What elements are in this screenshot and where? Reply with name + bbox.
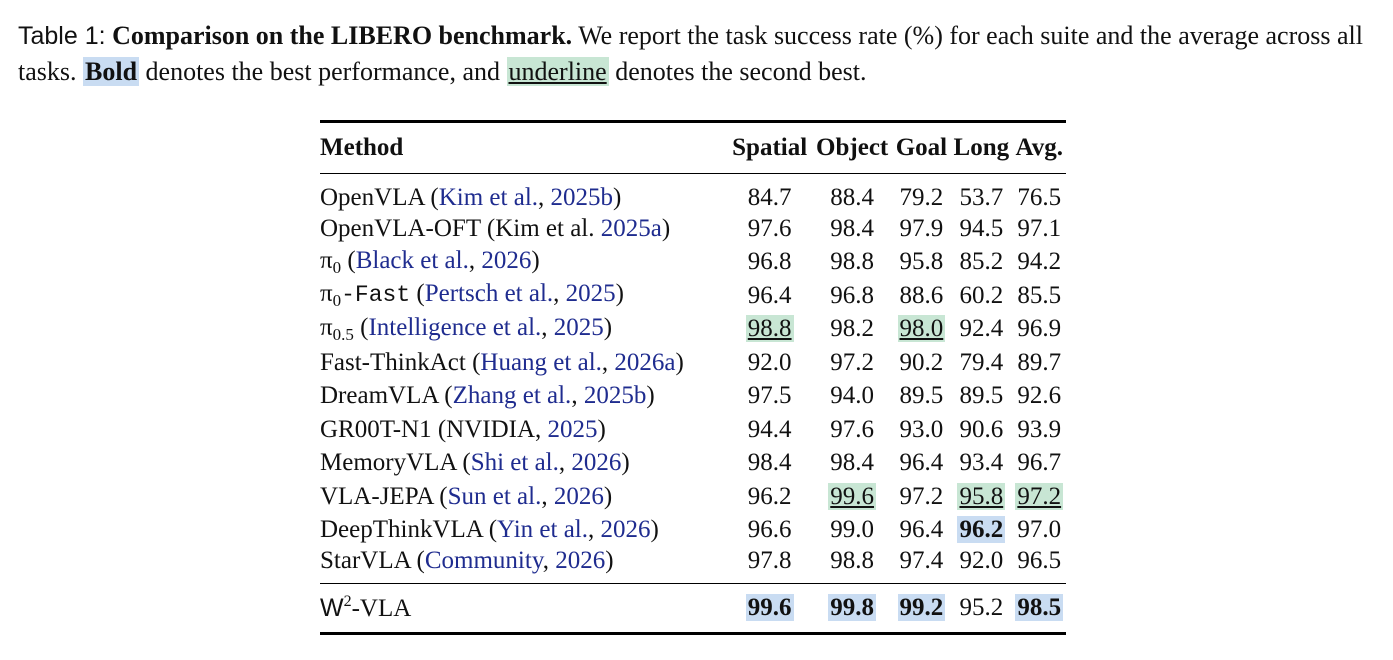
spatial-value: 96.6 xyxy=(747,516,792,544)
avg-value: 97.1 xyxy=(1017,214,1062,242)
ours-spatial-cell xyxy=(728,584,812,634)
avg-value: 93.9 xyxy=(1017,415,1062,443)
caption-text-c: denotes the second best. xyxy=(608,57,867,86)
object-value: 99.0 xyxy=(830,516,875,544)
table-row xyxy=(320,346,1066,380)
spatial-cell xyxy=(728,279,812,313)
spatial-value: 97.5 xyxy=(747,382,792,410)
method-subscript: 0.5 xyxy=(332,324,354,344)
ours-name-sup: 2 xyxy=(343,593,352,610)
method-name xyxy=(320,380,728,414)
citation-open: ( xyxy=(341,246,356,274)
spatial-value: 97.6 xyxy=(747,214,792,242)
long-value: 95.8 xyxy=(959,482,1004,510)
ours-avg-cell xyxy=(1012,584,1066,634)
ours-goal-value: 99.2 xyxy=(899,594,944,621)
method-name xyxy=(320,514,728,548)
long-value: 92.0 xyxy=(959,547,1004,574)
citation-author: Pertsch et al. xyxy=(424,280,554,308)
citation-close: ) xyxy=(621,449,630,477)
citation-year: 2026 xyxy=(571,449,622,477)
spatial-cell xyxy=(728,514,812,548)
long-value: 79.4 xyxy=(959,348,1004,376)
citation-close: ) xyxy=(603,482,613,510)
method-name xyxy=(320,212,728,246)
citation-close: ) xyxy=(597,415,606,443)
ours-object-cell xyxy=(812,584,893,634)
citation-open: ( xyxy=(456,449,471,477)
object-value: 97.2 xyxy=(830,348,875,376)
citation-year: 2026 xyxy=(553,482,604,510)
citation-open: ( xyxy=(424,184,439,211)
avg-cell xyxy=(1012,447,1066,481)
method-label: VLA-JEPA xyxy=(320,482,433,510)
goal-cell xyxy=(893,174,951,213)
citation-close: ) xyxy=(605,547,614,574)
avg-cell xyxy=(1012,547,1066,584)
citation-open: (Kim et al. xyxy=(480,214,601,242)
citation-close: ) xyxy=(675,348,684,376)
citation-sep: , xyxy=(468,246,482,274)
citation-sep: , xyxy=(538,184,551,211)
method-label: StarVLA xyxy=(320,547,411,574)
goal-cell xyxy=(893,547,951,584)
citation-close: ) xyxy=(650,516,659,544)
spatial-value: 96.4 xyxy=(747,281,792,309)
object-cell xyxy=(812,174,893,213)
citation-close: ) xyxy=(661,214,671,242)
object-value: 88.4 xyxy=(830,184,875,211)
avg-cell xyxy=(1012,346,1066,380)
ours-rows xyxy=(320,584,1066,634)
long-value: 53.7 xyxy=(959,184,1004,211)
goal-cell xyxy=(893,413,951,447)
object-cell xyxy=(812,279,893,313)
long-value: 60.2 xyxy=(959,281,1004,309)
citation-sep: , xyxy=(542,547,556,574)
citation-close: ) xyxy=(646,382,655,410)
long-cell xyxy=(950,514,1012,548)
caption-underline-sample: underline xyxy=(508,57,607,86)
spatial-cell xyxy=(728,480,812,514)
method-label: OpenVLA xyxy=(320,184,425,211)
method-label: π xyxy=(320,246,333,274)
goal-value: 97.2 xyxy=(899,482,944,510)
citation-year: 2026 xyxy=(555,547,606,574)
spatial-cell xyxy=(728,447,812,481)
long-cell xyxy=(950,447,1012,481)
ours-goal-cell xyxy=(893,584,951,634)
citation-sep: , xyxy=(541,313,554,341)
long-cell xyxy=(950,279,1012,313)
citation-author: Yin et al. xyxy=(497,516,589,544)
goal-cell xyxy=(893,447,951,481)
avg-value: 96.9 xyxy=(1017,315,1062,343)
table-row xyxy=(320,246,1066,280)
citation-year: 2026a xyxy=(614,348,676,376)
object-cell xyxy=(812,246,893,280)
goal-cell xyxy=(893,346,951,380)
goal-cell xyxy=(893,279,951,313)
method-label: GR00T-N1 xyxy=(320,415,432,443)
citation-close: ) xyxy=(531,246,540,274)
goal-value: 79.2 xyxy=(899,184,944,211)
avg-value: 85.5 xyxy=(1017,281,1062,309)
header-method: Method xyxy=(320,134,404,161)
citation-author: Zhang et al. xyxy=(452,382,572,410)
method-name xyxy=(320,346,728,380)
object-value: 97.6 xyxy=(830,415,875,443)
method-label: DreamVLA xyxy=(320,382,439,410)
goal-value: 96.4 xyxy=(899,449,944,477)
citation-open: ( xyxy=(465,348,481,376)
ours-long-cell xyxy=(950,584,1012,634)
citation-year: 2025b xyxy=(550,184,614,211)
goal-cell xyxy=(893,480,951,514)
long-value: 94.5 xyxy=(959,214,1004,242)
citation-year: 2025a xyxy=(600,214,662,242)
long-cell xyxy=(950,380,1012,414)
long-cell xyxy=(950,246,1012,280)
method-suffix: -Fast xyxy=(341,282,411,309)
ours-long-value: 95.2 xyxy=(959,594,1004,621)
method-name xyxy=(320,174,728,213)
avg-value: 76.5 xyxy=(1017,184,1062,211)
avg-cell xyxy=(1012,313,1066,347)
spatial-value: 92.0 xyxy=(747,348,792,376)
citation-open: ( xyxy=(433,482,448,510)
object-cell xyxy=(812,380,893,414)
table-row xyxy=(320,313,1066,347)
goal-value: 90.2 xyxy=(899,348,944,376)
spatial-cell xyxy=(728,413,812,447)
avg-cell xyxy=(1012,380,1066,414)
long-cell xyxy=(950,346,1012,380)
citation-year: 2025 xyxy=(547,415,598,443)
spatial-value: 94.4 xyxy=(747,415,792,443)
long-value: 96.2 xyxy=(959,516,1004,544)
table-row xyxy=(320,279,1066,313)
avg-cell xyxy=(1012,413,1066,447)
method-subscript: 0 xyxy=(332,291,342,311)
avg-value: 94.2 xyxy=(1017,248,1062,276)
avg-cell xyxy=(1012,279,1066,313)
object-cell xyxy=(812,514,893,548)
object-value: 98.2 xyxy=(830,315,875,343)
table-row xyxy=(320,480,1066,514)
citation-author: Kim et al. xyxy=(438,184,539,211)
citation-open: ( xyxy=(482,516,498,544)
goal-value: 98.0 xyxy=(899,315,944,343)
method-name xyxy=(320,447,728,481)
citation-open: (NVIDIA, xyxy=(431,415,548,443)
header-avg: Avg. xyxy=(1015,134,1063,161)
long-cell xyxy=(950,174,1012,213)
citation-author: Community xyxy=(424,547,543,574)
spatial-value: 96.8 xyxy=(747,248,792,276)
caption-bold-sample: Bold xyxy=(85,57,138,86)
avg-cell xyxy=(1012,480,1066,514)
citation-open: ( xyxy=(353,313,369,341)
method-name xyxy=(320,246,728,280)
citation-sep: , xyxy=(588,516,601,544)
table-row xyxy=(320,380,1066,414)
spatial-value: 98.4 xyxy=(747,449,792,477)
avg-cell xyxy=(1012,514,1066,548)
table-row xyxy=(320,447,1066,481)
method-name xyxy=(320,480,728,514)
citation-year: 2025b xyxy=(583,382,647,410)
citation-close: ) xyxy=(603,313,613,341)
object-value: 96.8 xyxy=(830,281,875,309)
ours-name-base: W xyxy=(320,594,344,622)
citation-year: 2025 xyxy=(565,280,616,308)
citation-sep: , xyxy=(541,482,554,510)
long-cell xyxy=(950,547,1012,584)
citation-author: Sun et al. xyxy=(447,482,542,510)
method-name-ours xyxy=(320,584,728,634)
avg-value: 97.0 xyxy=(1017,516,1062,544)
citation-open: ( xyxy=(410,547,425,574)
goal-value: 93.0 xyxy=(899,415,944,443)
table-row xyxy=(320,514,1066,548)
goal-value: 97.4 xyxy=(899,547,944,574)
table-row xyxy=(320,547,1066,584)
spatial-value: 84.7 xyxy=(747,184,792,211)
method-subscript: 0 xyxy=(332,257,342,277)
goal-value: 88.6 xyxy=(899,281,944,309)
header-row xyxy=(320,122,1066,174)
citation-year: 2026 xyxy=(481,246,532,274)
table-row xyxy=(320,212,1066,246)
object-value: 98.8 xyxy=(830,248,875,276)
citation-open: ( xyxy=(410,280,425,308)
table-row xyxy=(320,174,1066,213)
object-cell xyxy=(812,346,893,380)
ours-avg-value: 98.5 xyxy=(1017,594,1062,621)
citation-close: ) xyxy=(615,280,624,308)
method-label: DeepThinkVLA xyxy=(320,516,483,544)
spatial-cell xyxy=(728,246,812,280)
object-cell xyxy=(812,212,893,246)
baseline-rows xyxy=(320,174,1066,584)
citation-year: 2025 xyxy=(553,313,604,341)
ours-name-rest: -VLA xyxy=(351,595,412,622)
long-cell xyxy=(950,313,1012,347)
avg-cell xyxy=(1012,212,1066,246)
spatial-cell xyxy=(728,313,812,347)
long-value: 92.4 xyxy=(959,315,1004,343)
comparison-table-wrap xyxy=(320,120,1066,635)
long-value: 89.5 xyxy=(959,382,1004,410)
long-value: 85.2 xyxy=(959,248,1004,276)
goal-cell xyxy=(893,313,951,347)
ours-spatial-value: 99.6 xyxy=(747,594,792,621)
object-value: 98.8 xyxy=(830,547,875,574)
spatial-cell xyxy=(728,212,812,246)
goal-cell xyxy=(893,380,951,414)
spatial-cell xyxy=(728,380,812,414)
citation-author: Intelligence et al. xyxy=(368,313,542,341)
caption-text-a: We report the task success rate (%) for each suite and the average across all tasks. xyxy=(18,21,1363,86)
object-cell xyxy=(812,313,893,347)
spatial-cell xyxy=(728,346,812,380)
citation-year: 2026 xyxy=(600,516,651,544)
citation-sep: , xyxy=(571,382,584,410)
citation-author: Shi et al. xyxy=(470,449,559,477)
goal-value: 95.8 xyxy=(899,248,944,276)
object-cell xyxy=(812,547,893,584)
goal-cell xyxy=(893,514,951,548)
citation-open: ( xyxy=(438,382,453,410)
avg-cell xyxy=(1012,246,1066,280)
spatial-value: 98.8 xyxy=(747,315,792,343)
caption-label: Table 1: xyxy=(18,22,106,50)
table-caption xyxy=(18,18,1388,89)
object-value: 98.4 xyxy=(830,214,875,242)
spatial-value: 96.2 xyxy=(747,482,792,510)
avg-value: 96.7 xyxy=(1017,449,1062,477)
citation-author: Huang et al. xyxy=(480,348,602,376)
method-name xyxy=(320,413,728,447)
citation-sep: , xyxy=(558,449,572,477)
goal-value: 89.5 xyxy=(899,382,944,410)
method-label: MemoryVLA xyxy=(320,449,457,477)
object-cell xyxy=(812,480,893,514)
header-long: Long xyxy=(953,134,1010,161)
caption-text-b: denotes the best performance, and xyxy=(139,57,507,86)
header-spatial: Spatial xyxy=(732,134,808,161)
long-cell xyxy=(950,413,1012,447)
method-name xyxy=(320,313,728,347)
method-label: Fast-ThinkAct xyxy=(320,348,466,376)
header-goal: Goal xyxy=(895,134,948,161)
table-row xyxy=(320,413,1066,447)
avg-value: 97.2 xyxy=(1017,482,1062,510)
avg-cell xyxy=(1012,174,1066,213)
citation-close: ) xyxy=(613,184,622,211)
spatial-value: 97.8 xyxy=(747,547,792,574)
goal-value: 97.9 xyxy=(899,214,944,242)
method-name xyxy=(320,279,728,313)
goal-value: 96.4 xyxy=(899,516,944,544)
method-label: OpenVLA-OFT xyxy=(320,214,481,242)
long-value: 93.4 xyxy=(959,449,1004,477)
caption-title: Comparison on the LIBERO benchmark. xyxy=(112,21,573,50)
avg-value: 96.5 xyxy=(1017,547,1062,574)
long-value: 90.6 xyxy=(959,415,1004,443)
method-label: π xyxy=(320,280,333,308)
header-object: Object xyxy=(816,134,889,161)
citation-sep: , xyxy=(553,280,566,308)
citation-sep: , xyxy=(601,348,615,376)
table-row-ours xyxy=(320,584,1066,634)
goal-cell xyxy=(893,212,951,246)
citation-author: Black et al. xyxy=(355,246,469,274)
comparison-table xyxy=(320,120,1066,635)
spatial-cell xyxy=(728,174,812,213)
object-value: 98.4 xyxy=(830,449,875,477)
spatial-cell xyxy=(728,547,812,584)
method-label: π xyxy=(320,313,333,341)
object-value: 99.6 xyxy=(830,482,875,510)
long-cell xyxy=(950,212,1012,246)
avg-value: 92.6 xyxy=(1017,382,1062,410)
avg-value: 89.7 xyxy=(1017,348,1062,376)
method-name xyxy=(320,547,728,584)
goal-cell xyxy=(893,246,951,280)
object-cell xyxy=(812,447,893,481)
object-value: 94.0 xyxy=(830,382,875,410)
object-cell xyxy=(812,413,893,447)
ours-object-value: 99.8 xyxy=(830,594,875,621)
long-cell xyxy=(950,480,1012,514)
